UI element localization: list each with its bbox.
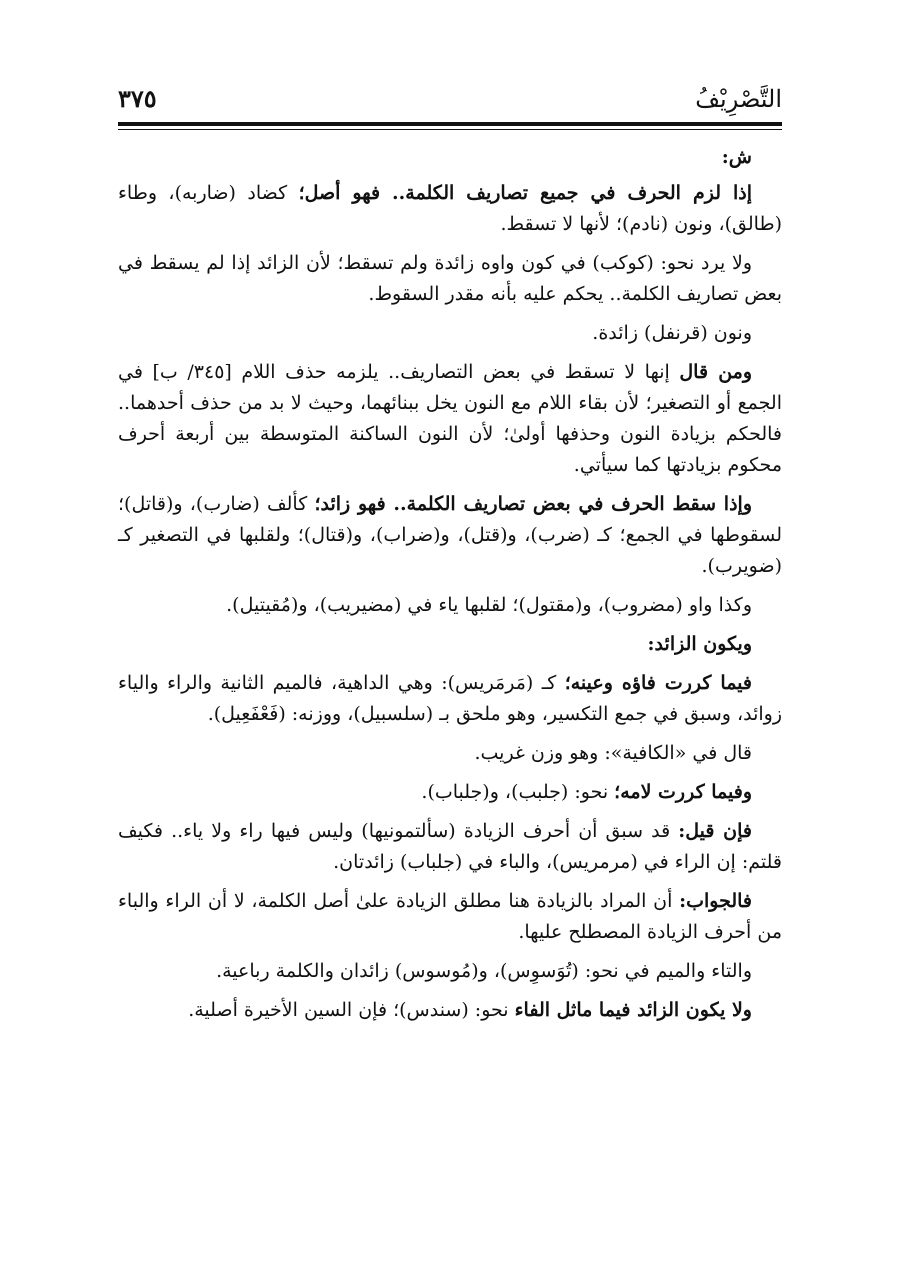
paragraph-in-qila bbox=[118, 816, 782, 878]
paragraph-tawaswus bbox=[118, 956, 782, 987]
matn-lead: ومن قال bbox=[679, 361, 753, 383]
page-header bbox=[118, 78, 782, 118]
paragraph-text: وكذا واو (مضروب)، و(مقتول)؛ لقلبها ياء في (مضيريب)، و(مُقيتيل). bbox=[226, 594, 752, 616]
paragraph-text: نحو: (جلبب)، و(جلباب). bbox=[421, 781, 615, 803]
paragraph-sundus bbox=[118, 995, 782, 1026]
matn-lead: ولا يكون الزائد فيما ماثل الفاء bbox=[514, 999, 752, 1021]
paragraph-text: أن المراد بالزيادة هنا مطلق الزيادة علىٰ أصل الكلمة، لا أن الراء والباء من أحرف الزيادة المصطلح عليها. bbox=[118, 890, 782, 943]
paragraph-text: كألف (ضارب)، و(قاتل)؛ لسقوطها في الجمع؛ كـ (ضرب)، و(قتل)، و(ضراب)، و(قتال)؛ ولقلبها في التصغير كـ (ضويرب). bbox=[118, 493, 782, 577]
paragraph-sharh-marker bbox=[118, 142, 782, 173]
main-text bbox=[118, 142, 782, 1034]
paragraph-marmaris bbox=[118, 668, 782, 730]
header-rule-thin bbox=[118, 129, 782, 130]
paragraph-kafiya bbox=[118, 738, 782, 769]
paragraph-kawkab bbox=[118, 248, 782, 310]
paragraph-jawab bbox=[118, 886, 782, 948]
paragraph-text: كضاد (ضاربه)، وطاء (طالق)، ونون (نادم)؛ لأنها لا تسقط. bbox=[118, 182, 782, 235]
paragraph-text: قد سبق أن أحرف الزيادة (سألتمونيها) وليس فيها راء ولا ياء.. فكيف قلتم: إن الراء في (مرمريس)، والباء في (جلباب) زائدتان. bbox=[118, 820, 782, 873]
paragraph-yakun-alzaid bbox=[118, 629, 782, 660]
paragraph-text: قال في «الكافية»: وهو وزن غريب. bbox=[474, 742, 752, 764]
question-lead: فإن قيل: bbox=[678, 820, 752, 842]
paragraph-man-qala bbox=[118, 357, 782, 481]
matn-lead: وإذا سقط الحرف في بعض تصاريف الكلمة.. فهو زائد؛ bbox=[314, 493, 752, 515]
paragraph-text: كـ (مَرمَريس): وهي الداهية، فالميم الثانية والراء والياء زوائد، وسبق في جمع التكسير، وهو ملحق بـ (سلسبيل)، ووزنه: (فَعْفَعِيل). bbox=[118, 672, 782, 725]
page-number: ٣٧٥ bbox=[118, 84, 157, 113]
paragraph-zaid-rule bbox=[118, 489, 782, 582]
matn-lead: إذا لزم الحرف في جميع تصاريف الكلمة.. فهو أصل؛ bbox=[298, 182, 752, 204]
paragraph-asl-rule bbox=[118, 178, 782, 240]
paragraph-text: ولا يرد نحو: (كوكب) في كون واوه زائدة ولم تسقط؛ لأن الزائد إذا لم يسقط في بعض تصاريف الكلمة.. يحكم عليه بأنه مقدر السقوط. bbox=[118, 252, 782, 305]
paragraph-text: ونون (قرنفل) زائدة. bbox=[592, 322, 752, 344]
matn-lead: ويكون الزائد: bbox=[647, 633, 752, 655]
header-rule-thick bbox=[118, 122, 782, 126]
matn-lead: فيما كررت فاؤه وعينه؛ bbox=[564, 672, 752, 694]
sharh-label: ش: bbox=[721, 146, 752, 168]
answer-lead: فالجواب: bbox=[679, 890, 752, 912]
paragraph-text: والتاء والميم في نحو: (تُوَسوِس)، و(مُوسوس) زائدان والكلمة رباعية. bbox=[216, 960, 752, 982]
paragraph-qaranful bbox=[118, 318, 782, 349]
paragraph-jalbab bbox=[118, 777, 782, 808]
paragraph-text: إنها لا تسقط في بعض التصاريف.. يلزمه حذف اللام [٣٤٥/ ب] في الجمع أو التصغير؛ لأن بقاء اللام مع النون يخل ببنائهما، وحيث لا بد من حذف أحدهما.. فالحكم بزيادة النون وحذفها أولىٰ؛ لأن النون الساكنة المتوسطة بين أربعة أحرف محكوم بزيادتها كما سيأتي. bbox=[118, 361, 782, 476]
paragraph-text: نحو: (سندس)؛ فإن السين الأخيرة أصلية. bbox=[188, 999, 515, 1021]
paragraph-madrub bbox=[118, 590, 782, 621]
matn-lead: وفيما كررت لامه؛ bbox=[614, 781, 752, 803]
running-title: التَّصْرِيْفُ bbox=[695, 85, 782, 113]
